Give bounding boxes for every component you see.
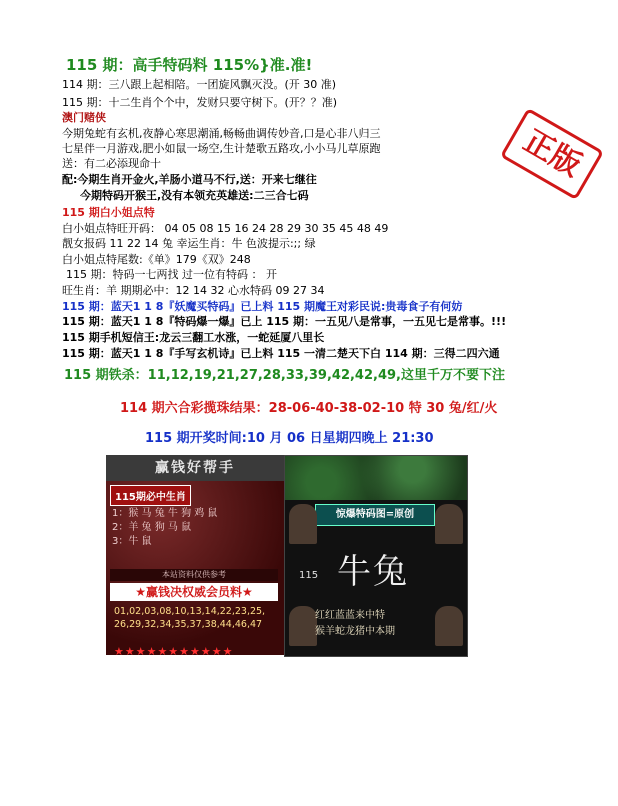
- left-ad-rows: [112, 507, 280, 549]
- text-line: 白小姐点特旺开码： 04 05 08 15 16 24 28 29 30 35 45 48 49: [62, 222, 389, 235]
- left-ad-stars: ★★★★★★★★★★★: [114, 645, 234, 655]
- text-line: 115 期：特码一七两找 过一位有特码 ： 开: [66, 268, 277, 281]
- text-line: 旺生肖：羊 期期必中：12 14 32 心水特码 09 27 34: [62, 284, 325, 297]
- text-line: 白小姐点特尾数:《单》179《双》248: [62, 253, 251, 266]
- right-ad-number: 115: [299, 570, 319, 581]
- text-line: 115 期白小姐点特: [62, 206, 155, 219]
- text-line: 今期特码开猴王,没有本领充英雄送:二三合七码: [80, 189, 309, 202]
- left-ad-bar: 本站资料仅供参考: [110, 569, 278, 581]
- draw-time-line: 115 期开奖时间:10 月 06 日星期四晚上 21:30: [145, 431, 434, 446]
- page-title: 115 期：高手特码料 115%}准.准!: [66, 56, 313, 74]
- left-ad-row: 3：牛 鼠: [112, 536, 152, 547]
- portrait-bottom-left: [289, 606, 317, 646]
- right-ad-image: [284, 455, 468, 657]
- right-ad-banner: 惊爆特码图=原创: [315, 504, 435, 526]
- right-ad-poem-1: 红红蓝蓝来中特: [315, 610, 385, 621]
- left-ad-subtitle: 115期必中生肖: [110, 485, 191, 506]
- portrait-left: [289, 504, 317, 544]
- left-ad-banner: ★赢钱决权威会员料★: [110, 583, 278, 601]
- draw-result-line: 114 期六合彩揽珠结果：28-06-40-38-02-10 特 30 兔/红/火: [120, 401, 498, 416]
- tiesha-line: 115 期铁杀：11,12,19,21,27,28,33,39,42,42,49,这里千万不要下注: [64, 368, 505, 383]
- text-line: 七星伴一月游戏,肥小如鼠一场空,生计楚歌五路攻,小小马儿草原跑: [62, 142, 381, 155]
- right-ad-poem-2: 猴羊蛇龙猪中本期: [315, 626, 395, 637]
- right-ad-big-text: 牛兔: [337, 552, 409, 592]
- text-line: 115 期：蓝天1 1 8『妖魔买特码』已上料 115 期魔王对彩民说:贵毒食子有何妨: [62, 300, 463, 313]
- text-line: 115 期手机短信王:龙云三翻工水涨，一蛇延厦八里长: [62, 331, 325, 344]
- left-ad-image: [106, 455, 284, 655]
- text-line: 今期兔蛇有玄机,夜静心寒思潮涌,畅畅曲调传妙音,口是心非八归三: [62, 127, 381, 140]
- text-line: 澳门赌侠: [62, 111, 106, 124]
- portrait-right: [435, 504, 463, 544]
- text-line: 配:今期生肖开金火,羊肠小道马不行,送：开来七继往: [62, 173, 317, 186]
- right-ad-decoration: [285, 456, 467, 500]
- text-line: 靓女报码 11 22 14 兔 幸运生肖：牛 色波提示:;; 绿: [62, 237, 316, 250]
- left-ad-row: 2：羊 兔 狗 马 鼠: [112, 522, 192, 533]
- left-ad-row: 1：猴 马 兔 牛 狗 鸡 鼠: [112, 508, 218, 519]
- text-line: 115 期：蓝天1 1 8『手写玄机诗』已上料 115 一清二楚天下白 114 期：三得二四六通: [62, 347, 500, 360]
- official-stamp: 正版: [500, 108, 604, 200]
- text-line: 115 期：十二生肖个个中，发财只要守树下。(开？？准): [62, 96, 338, 109]
- text-line: 114 期：三八跟上起相陪。一团旋风飘灭没。(开 30 准): [62, 78, 337, 91]
- left-ad-numbers: 01,02,03,08,10,13,14,22,23,25, 26,29,32,34,35,37,38,44,46,47: [114, 606, 266, 630]
- text-line: 115 期：蓝天1 1 8『特码爆一爆』已上 115 期：一五见八是常事，一五见七是常事。!!!: [62, 315, 507, 328]
- left-ad-header: 赢钱好帮手: [106, 455, 284, 481]
- text-line: 送：有二必添现命十: [62, 157, 161, 170]
- portrait-bottom-right: [435, 606, 463, 646]
